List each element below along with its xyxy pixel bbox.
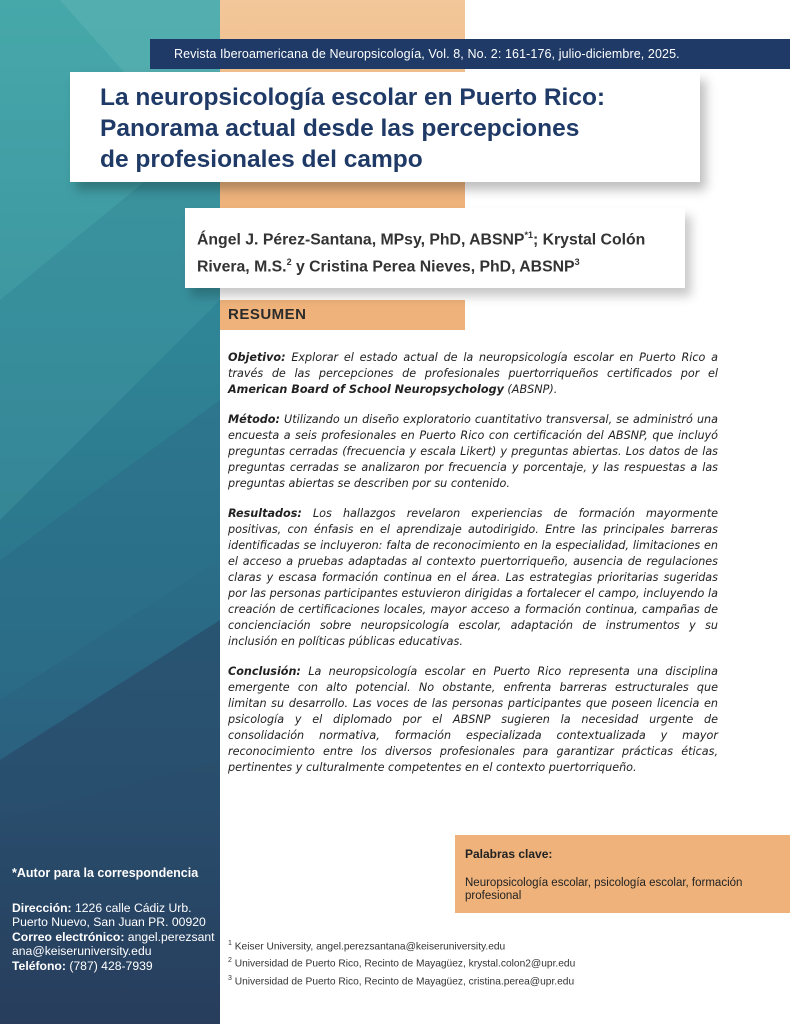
metodo-text: Utilizando un diseño exploratorio cuantitativo transversal, se administró una encuesta a seis profesionales en Puerto Rico con certificación del ABSNP, que incluyó preguntas cerradas (frecuencia y escala Likert) y preguntas abiertas. Los datos de las preguntas cerradas se analizaron por frecuencia y porcentaje, y las respuestas a las preguntas abiertas se describen por su contenido. — [228, 413, 718, 490]
address — [12, 901, 217, 930]
footnote-1 — [228, 937, 768, 954]
abstract-metodo — [228, 412, 718, 492]
authors-box — [185, 208, 685, 288]
footnote-3-text: Universidad de Puerto Rico, Recinto de Mayagüez, cristina.perea@upr.edu — [234, 976, 575, 988]
journal-citation-bar — [150, 39, 790, 69]
footnote-1-text: Keiser University, angel.perezsantana@keiseruniversity.edu — [234, 941, 506, 953]
conclusion-label: Conclusión: — [228, 665, 301, 678]
keywords-title: Palabras clave: — [465, 847, 553, 861]
correspondence-heading: *Autor para la correspondencia — [12, 866, 199, 880]
objetivo-end: (ABSNP). — [503, 383, 558, 396]
footnote-1-num: 1 — [228, 940, 232, 947]
keywords-box — [455, 835, 790, 913]
footnote-2-num: 2 — [228, 957, 232, 965]
footnote-3-num: 3 — [228, 974, 232, 982]
objetivo-label: Objetivo: — [228, 351, 286, 364]
resultados-text: Los hallazgos revelaron experiencias de formación mayormente positivas, con énfasis en el aprendizaje autodirigido. Entre las principales barreras identificadas se incluyeron: falta de reconocimiento en la especialidad, limitaciones en el acceso a pruebas adaptadas al contexto puertorriqueño, ausencia de regulaciones claras y escasa formación continua en el área. Las estrategias prioritarias sugeridas por las personas participantes estuvieron dirigidas a fortalecer el campo, incluyendo la creación de certificaciones locales, mayor acceso a formación continua, campañas de concienciación sobre neuropsicología escolar, adaptación de instrumentos y su inclusión en políticas públicas educativas. — [228, 507, 718, 648]
objetivo-board: American Board of School Neuropsychology — [228, 383, 504, 396]
address-label: Dirección: — [12, 900, 72, 915]
phone-label: Teléfono: — [12, 958, 66, 973]
keywords-text: Neuropsicología escolar, psicología escolar, formación profesional — [465, 877, 743, 902]
correspondence-info — [12, 866, 217, 973]
footnote-2-text: Universidad de Puerto Rico, Recinto de Mayagüez, krystal.colon2@upr.edu — [234, 958, 576, 970]
abstract-objetivo — [228, 350, 718, 398]
author-2-start: ; Krystal Colón — [532, 231, 646, 249]
resumen-heading: RESUMEN — [228, 306, 307, 323]
conclusion-text: La neuropsicología escolar en Puerto Rico representa una disciplina emergente con alto potencial. No obstante, enfrenta barreras estructurales que limitan su desarrollo. Las voces de las personas participantes que poseen licencia en psicología y el diplomado por el ABSNP sugieren la necesidad urgente de consolidación normativa, formación especializada contextualizada y mayor reconocimiento entre los diversos profesionales para garantizar prácticas éticas, pertinentes y culturalmente competentes en el contexto puertorriqueño. — [228, 665, 718, 774]
title-box — [70, 72, 700, 182]
email-text[interactable]: angel.perezsantana@keiseruniversity.edu — [12, 929, 215, 958]
author-1-sup: *1 — [524, 230, 533, 240]
abstract-conclusion — [228, 664, 718, 776]
address-text: 1226 calle Cádiz Urb. Puerto Nuevo, San Juan PR. 00920 — [12, 900, 206, 929]
title-line-1: La neuropsicología escolar en Puerto Rico: — [100, 84, 606, 111]
objetivo-text: Explorar el estado actual de la neuropsicología escolar en Puerto Rico a través de las percepciones de profesionales puertorriqueños certificados por el — [228, 351, 718, 380]
abstract — [228, 350, 718, 790]
author-2-sup: 2 — [286, 257, 292, 268]
footnote-3 — [228, 972, 768, 989]
author-3: y Cristina Perea Nieves, PhD, ABSNP — [291, 258, 575, 276]
footnote-2 — [228, 954, 768, 971]
title-line-3: de profesionales del campo — [100, 146, 423, 173]
email — [12, 930, 217, 959]
email-label: Correo electrónico: — [12, 929, 125, 944]
title-line-2: Panorama actual desde las percepciones — [100, 115, 580, 142]
abstract-resultados — [228, 506, 718, 650]
footnotes — [228, 937, 768, 989]
journal-citation: Revista Iberoamericana de Neuropsicología, Vol. 8, No. 2: 161-176, julio-diciembre, 2025. — [174, 47, 680, 61]
metodo-label: Método: — [228, 413, 280, 426]
phone — [12, 959, 217, 974]
author-3-sup: 3 — [574, 257, 580, 268]
author-2-end: Rivera, M.S. — [197, 258, 287, 276]
resultados-label: Resultados: — [228, 507, 302, 520]
phone-text: (787) 428-7939 — [65, 958, 153, 973]
author-1: Ángel J. Pérez-Santana, MPsy, PhD, ABSNP — [197, 231, 525, 249]
